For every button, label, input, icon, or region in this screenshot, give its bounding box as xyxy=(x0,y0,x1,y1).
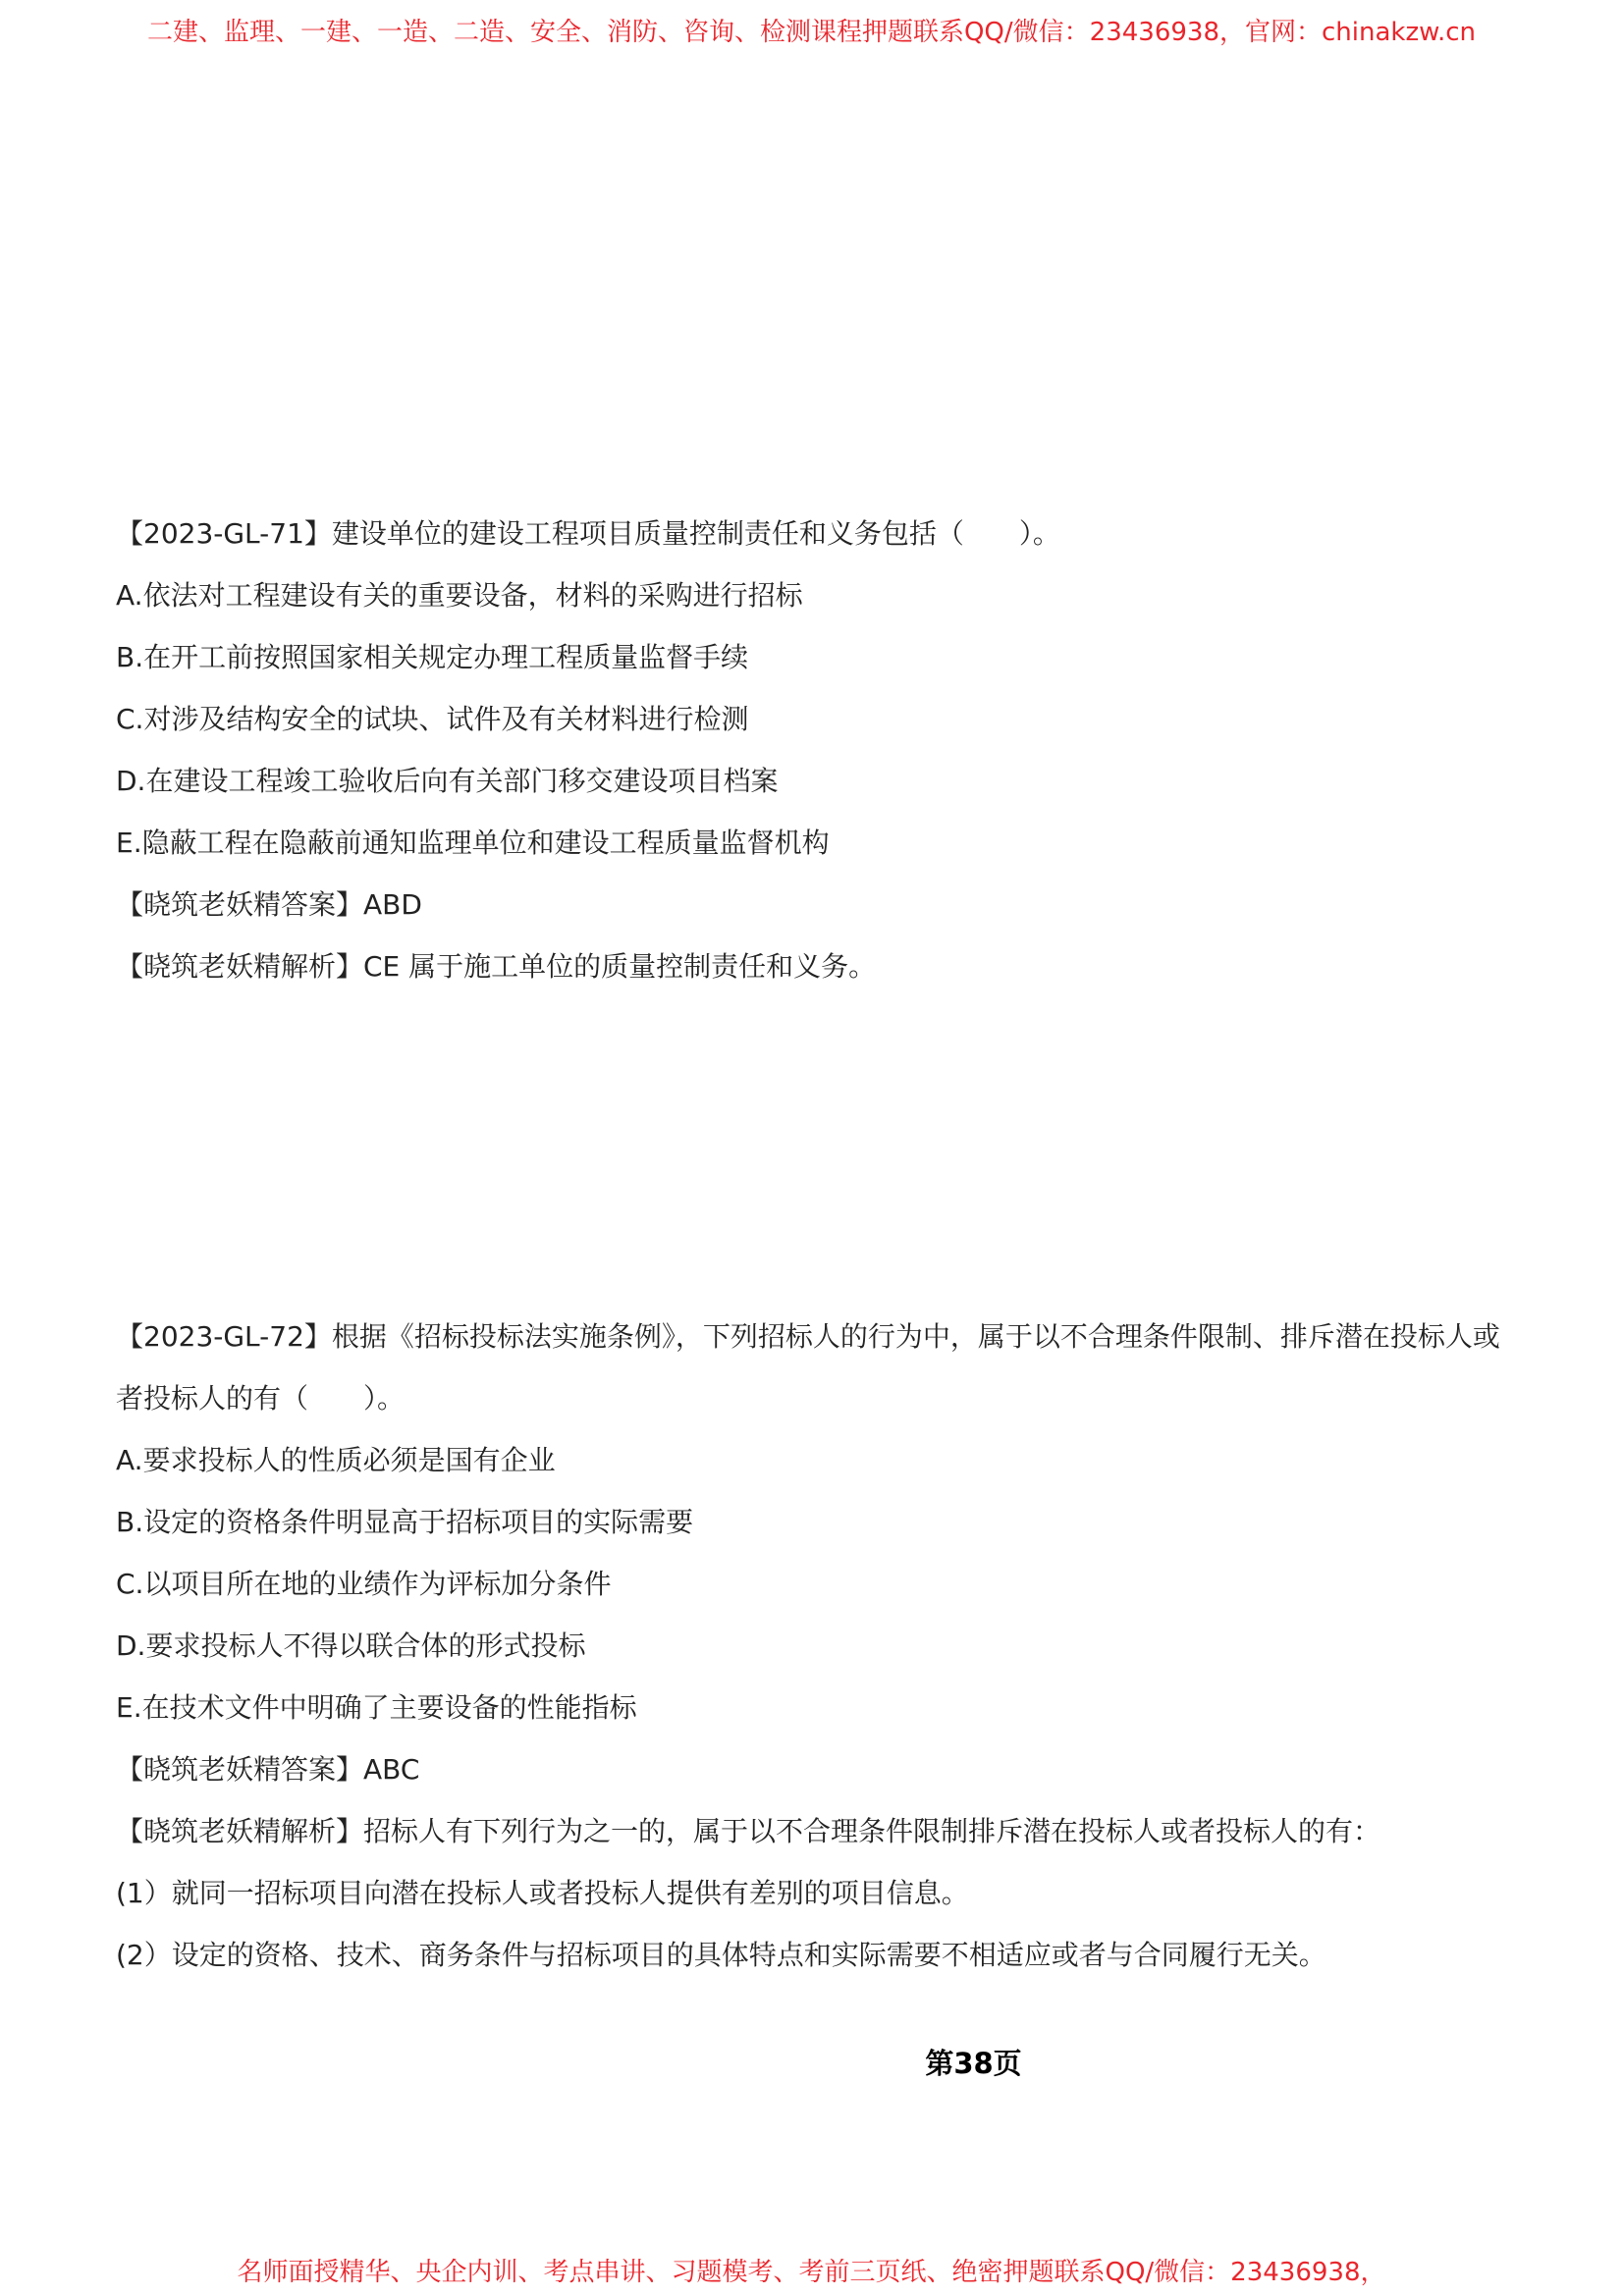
analysis-line: (2）设定的资格、技术、商务条件与招标项目的具体特点和实际需要不相适应或者与合同履行无关。 xyxy=(116,1939,1326,1971)
option-b: B.设定的资格条件明显高于招标项目的实际需要 xyxy=(116,1506,694,1538)
option-a: A.要求投标人的性质必须是国有企业 xyxy=(116,1444,556,1476)
analysis-line: 【晓筑老妖精解析】招标人有下列行为之一的，属于以不合理条件限制排斥潜在投标人或者投标人的有： xyxy=(116,1815,1381,1847)
option-c: C.以项目所在地的业绩作为评标加分条件 xyxy=(116,1568,612,1600)
option-d: D.要求投标人不得以联合体的形式投标 xyxy=(116,1629,586,1662)
option-e: E.隐蔽工程在隐蔽前通知监理单位和建设工程质量监督机构 xyxy=(116,827,830,859)
question-block xyxy=(116,503,1510,997)
header-banner: 二建、监理、一建、一造、二造、安全、消防、咨询、检测课程押题联系QQ/微信：23436938，官网：chinakzw.cn xyxy=(146,18,1477,47)
question-stem: 【2023-GL-72】根据《招标投标法实施条例》，下列招标人的行为中，属于以不合理条件限制、排斥潜在投标人或者投标人的有（ ）。 xyxy=(116,1320,1500,1415)
question-block xyxy=(116,1306,1510,1986)
footer-banner: 名师面授精华、央企内训、考点串讲、习题模考、考前三页纸、绝密押题联系QQ/微信：23436938， xyxy=(237,2258,1386,2287)
analysis-line: 【晓筑老妖精解析】CE 属于施工单位的质量控制责任和义务。 xyxy=(116,950,877,983)
option-d: D.在建设工程竣工验收后向有关部门移交建设项目档案 xyxy=(116,765,779,797)
answer-line: 【晓筑老妖精答案】ABD xyxy=(116,888,422,921)
analysis-line: (1）就同一招标项目向潜在投标人或者投标人提供有差别的项目信息。 xyxy=(116,1877,969,1909)
page-number: 第38页 xyxy=(925,2047,1022,2080)
option-c: C.对涉及结构安全的试块、试件及有关材料进行检测 xyxy=(116,703,749,735)
answer-line: 【晓筑老妖精答案】ABC xyxy=(116,1753,420,1786)
question-stem: 【2023-GL-71】建设单位的建设工程项目质量控制责任和义务包括（ ）。 xyxy=(116,517,1060,550)
option-a: A.依法对工程建设有关的重要设备，材料的采购进行招标 xyxy=(116,579,803,612)
option-b: B.在开工前按照国家相关规定办理工程质量监督手续 xyxy=(116,641,749,673)
option-e: E.在技术文件中明确了主要设备的性能指标 xyxy=(116,1691,637,1724)
